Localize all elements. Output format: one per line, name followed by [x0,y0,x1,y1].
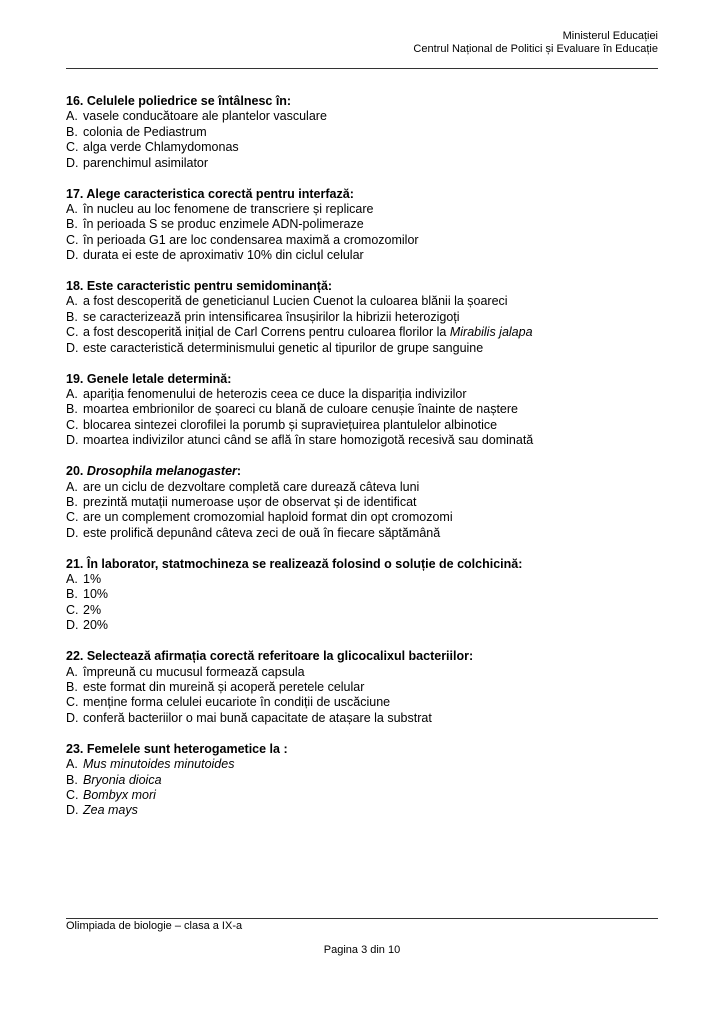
answer-option [66,217,658,232]
option-text [83,803,138,817]
option-letter: D. [66,433,79,448]
option-letter: D. [66,525,79,540]
option-letter: B. [66,309,78,324]
option-text [83,665,305,679]
header-ministry: Ministerul Educației [562,30,658,42]
answer-option [66,294,658,309]
option-text [83,140,239,154]
answer-option [66,773,658,788]
option-letter: D. [66,710,79,725]
option-text [83,109,327,123]
option-text [83,202,373,216]
option-letter: C. [66,510,79,525]
option-letter: C. [66,787,79,802]
question-title-species: Drosophila melanogaster [86,464,237,479]
option-text [83,125,207,139]
header-center: Centrul Național de Politici și Evaluare în Educație [413,43,658,55]
option-letter: A. [66,294,78,309]
answer-option [66,325,658,340]
option-text-plain: parenchimul asimilator [83,155,209,170]
option-text [83,695,390,709]
question-block [66,279,658,356]
option-text [83,233,419,247]
option-letter: D. [66,803,79,818]
option-text [83,572,101,586]
answer-option [66,156,658,171]
option-text-plain: 10% [83,587,109,602]
option-text-species: Mirabilis jalapa [449,325,533,340]
answer-option [66,495,658,510]
option-letter: C. [66,417,79,432]
option-text [83,294,508,308]
option-text [83,495,417,509]
option-text [83,325,533,339]
option-letter: A. [66,479,78,494]
questions-list [66,94,658,834]
page-number: Pagina 3 din 10 [323,944,401,956]
option-text-plain: este format din mureină și acoperă peretele celular [83,680,365,694]
option-text-plain: durata ei este de aproximativ 10% din ciclul celular [83,248,364,263]
option-text-plain: menține forma celulei eucariote în condiții de uscăciune [83,695,391,710]
question-block [66,187,658,264]
question-block [66,94,658,171]
option-text-plain: în perioada G1 are loc condensarea maximă a cromozomilor [83,232,419,247]
footer-olympiad: Olimpiada de biologie – clasa a IX-a [66,920,243,932]
answer-option [66,387,658,402]
option-text-plain: 1% [83,572,102,587]
option-text-plain: alga verde Chlamydomonas [83,140,239,155]
option-letter: B. [66,402,78,417]
option-letter: D. [66,155,79,170]
question-title: 17. Alege caracteristica corectă pentru interfază: [66,186,354,201]
option-text [83,757,234,771]
question-title: 19. Genele letale determină: [66,371,232,386]
question-title: 16. Celulele poliedrice se întâlnesc în: [66,94,292,108]
option-text [83,773,162,787]
question-title: 18. Este caracteristic pentru semidominanță: [66,279,333,294]
option-letter: B. [66,217,78,232]
option-text-species: Mus minutoides minutoides [83,757,235,772]
answer-option [66,587,658,602]
option-text-plain: în perioada S se produc enzimele ADN-polimeraze [83,217,364,232]
answer-option [66,803,658,818]
option-text-plain: moartea indivizilor atunci când se află în stare homozigotă recesivă sau dominată [83,433,534,448]
option-letter: A. [66,387,78,401]
option-text-plain: are un ciclu de dezvoltare completă care durează câteva luni [83,479,420,494]
question-block [66,372,658,449]
option-letter: B. [66,124,78,139]
option-text [83,310,460,324]
option-letter: D. [66,248,79,263]
answer-option [66,757,658,772]
question-block [66,557,658,634]
option-text [83,156,208,170]
answer-option [66,526,658,541]
option-letter: A. [66,757,78,772]
answer-option [66,603,658,618]
option-text [83,711,432,725]
answer-option [66,695,658,710]
option-letter: A. [66,109,78,124]
answer-option [66,310,658,325]
option-text-plain: 2% [83,602,102,617]
header-divider [66,68,658,69]
option-text [83,217,364,231]
answer-option [66,711,658,726]
question-title: 21. În laborator, statmochineza se realizează folosind o soluție de colchicină: [66,556,523,571]
question-block [66,649,658,726]
option-text [83,526,440,540]
option-text-plain: a fost descoperită de geneticianul Lucien Cuenot la culoarea blănii la șoareci [83,294,508,309]
option-text-species: Bombyx mori [83,787,156,802]
option-text [83,248,364,262]
question-title: 23. Femelele sunt heterogametice la : [66,741,288,756]
option-text-plain: blocarea sintezei clorofilei la porumb și supraviețuirea plantulelor albinotice [83,417,498,432]
option-letter: B. [66,494,78,509]
option-letter: A. [66,664,78,679]
option-letter: C. [66,232,79,247]
option-text [83,387,467,401]
option-text [83,788,156,802]
option-text-plain: conferă bacteriilor o mai bună capacitate de atașare la substrat [83,710,432,725]
option-text-plain: a fost descoperită inițial de Carl Correns pentru culoarea florilor la [83,325,450,340]
option-text [83,433,533,447]
answer-option [66,788,658,803]
footer-divider [66,918,658,919]
question-block [66,742,658,819]
option-text [83,603,101,617]
option-text-plain: are un complement cromozomial haploid format din opt cromozomi [83,510,453,525]
option-text-plain: moartea embrionilor de șoareci cu blană de culoare cenușie înainte de naștere [83,402,518,417]
option-text [83,402,518,416]
option-text-plain: se caracterizează prin intensificarea însușirilor la hibrizii heterozigoți [83,309,460,324]
option-text-plain: colonia de Pediastrum [83,124,207,139]
option-text [83,480,419,494]
answer-option [66,341,658,356]
option-letter: D. [66,618,79,633]
answer-option [66,125,658,140]
question-block [66,464,658,541]
answer-option [66,248,658,263]
option-text-species: Zea mays [83,803,138,818]
question-title [66,464,658,479]
option-text-plain: prezintă mutații numeroase ușor de observat și de identificat [83,494,417,509]
option-text-plain: în nucleu au loc fenomene de transcriere și replicare [83,201,374,216]
answer-option [66,233,658,248]
option-letter: C. [66,325,79,340]
answer-option [66,433,658,448]
option-letter: B. [66,680,78,694]
option-letter: C. [66,602,79,617]
option-letter: C. [66,695,79,710]
page-header [66,30,658,56]
option-text [83,618,108,632]
option-text-plain: este prolifică depunând câteva zeci de ouă în fiecare săptămână [83,525,441,540]
answer-option [66,680,658,695]
option-text [83,418,497,432]
option-letter: C. [66,140,79,155]
option-text-plain: este caracteristică determinismului genetic al tipurilor de grupe sanguine [83,340,484,355]
option-text [83,510,453,524]
option-text [83,341,483,355]
answer-option [66,510,658,525]
answer-option [66,202,658,217]
question-title-suffix: : [236,464,242,479]
option-text-plain: apariția fenomenului de heterozis ceea ce duce la dispariția indivizilor [83,387,467,401]
option-text-plain: împreună cu mucusul formează capsula [83,664,305,679]
answer-option [66,618,658,633]
option-text [83,587,108,601]
question-title: 22. Selectează afirmația corectă referitoare la glicocalixul bacteriilor: [66,649,474,664]
answer-option [66,109,658,124]
option-letter: A. [66,572,78,587]
answer-option [66,140,658,155]
option-text-plain: 20% [83,618,109,633]
answer-option [66,665,658,680]
answer-option [66,572,658,587]
answer-option [66,480,658,495]
option-text-plain: vasele conducătoare ale plantelor vasculare [83,109,327,124]
answer-option [66,402,658,417]
option-letter: D. [66,340,79,355]
option-text-species: Bryonia dioica [83,772,162,787]
option-letter: B. [66,772,78,787]
option-text [83,680,364,694]
question-title-prefix: 20. [66,464,87,479]
answer-option [66,418,658,433]
option-letter: B. [66,587,78,602]
option-letter: A. [66,201,78,216]
